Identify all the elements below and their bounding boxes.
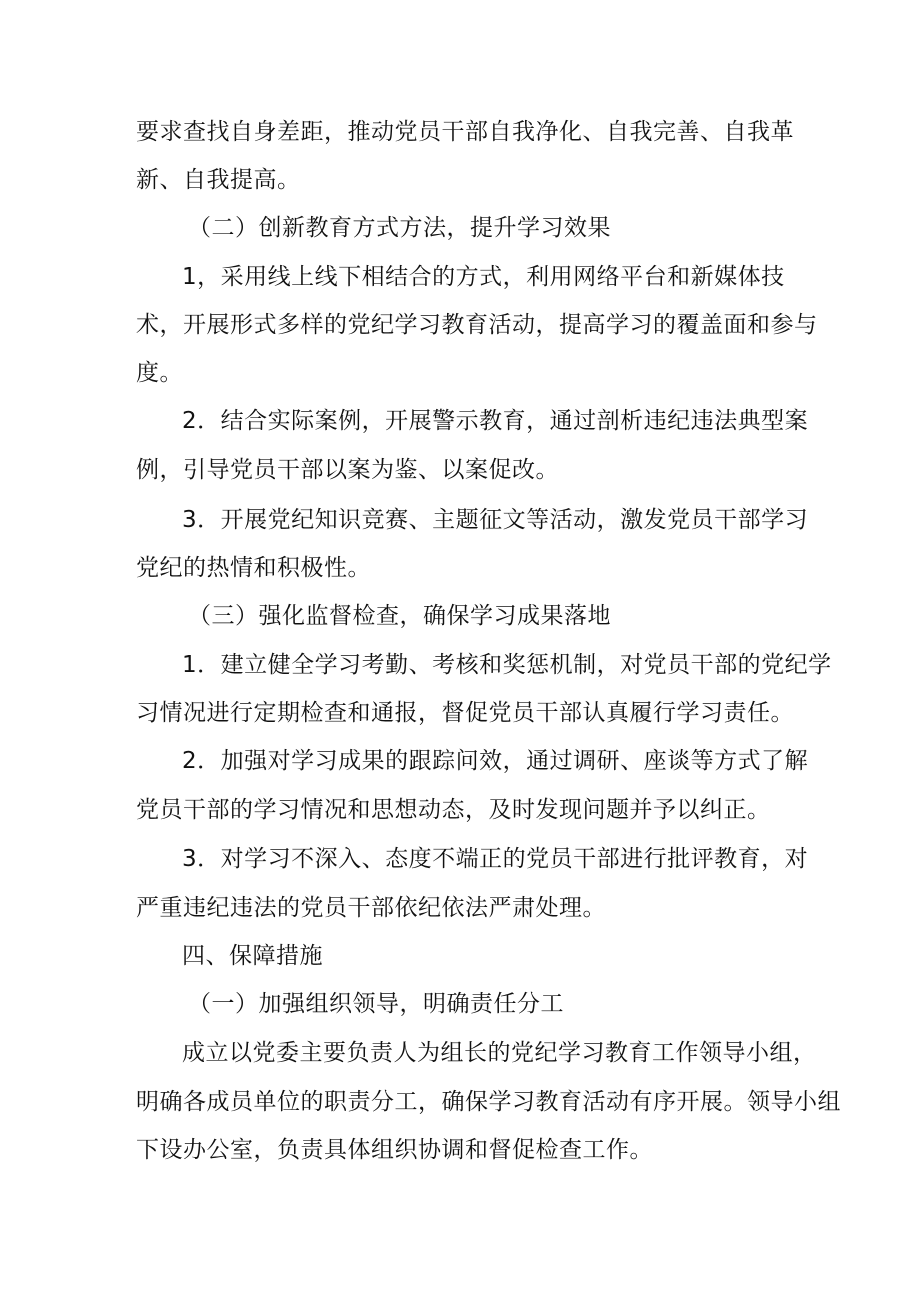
section-heading: （一）加强组织领导，明确责任分工 [188,991,564,1017]
text-line: 严重违纪违法的党员干部依纪依法严肃处理。 [136,895,606,921]
text-line: 明确各成员单位的职责分工，确保学习教育活动有序开展。领导小组 [136,1089,841,1115]
text-line: 下设办公室，负责具体组织协调和督促检查工作。 [136,1137,653,1163]
text-line: 习情况进行定期检查和通报，督促党员干部认真履行学习责任。 [136,700,794,726]
text-line: 2．结合实际案例，开展警示教育，通过剖析违纪违法典型案 [182,408,809,434]
text-line: 2．加强对学习成果的跟踪问效，通过调研、座谈等方式了解 [182,748,809,774]
text-line: 3．对学习不深入、态度不端正的党员干部进行批评教育，对 [182,846,809,872]
text-line: 例，引导党员干部以案为鉴、以案促改。 [136,457,559,483]
text-line: 1．建立健全学习考勤、考核和奖惩机制，对党员干部的党纪学 [182,652,832,678]
text-line: 度。 [136,360,183,386]
text-line: 3．开展党纪知识竞赛、主题征文等活动，激发党员干部学习 [182,507,809,533]
text-line: 成立以党委主要负责人为组长的党纪学习教育工作领导小组， [182,1040,817,1066]
text-line: 新、自我提高。 [136,167,301,193]
section-heading: （三）强化监督检查，确保学习成果落地 [188,603,611,629]
section-heading: （二）创新教育方式方法，提升学习效果 [188,215,611,241]
text-line: 1，采用线上线下相结合的方式，利用网络平台和新媒体技 [182,264,785,290]
text-line: 党员干部的学习情况和思想动态，及时发现问题并予以纠正。 [136,797,771,823]
chapter-heading: 四、保障措施 [182,943,323,969]
text-line: 要求查找自身差距，推动党员干部自我净化、自我完善、自我革 [136,119,794,145]
text-line: 党纪的热情和积极性。 [136,555,371,581]
text-line: 术，开展形式多样的党纪学习教育活动，提高学习的覆盖面和参与 [136,312,818,338]
